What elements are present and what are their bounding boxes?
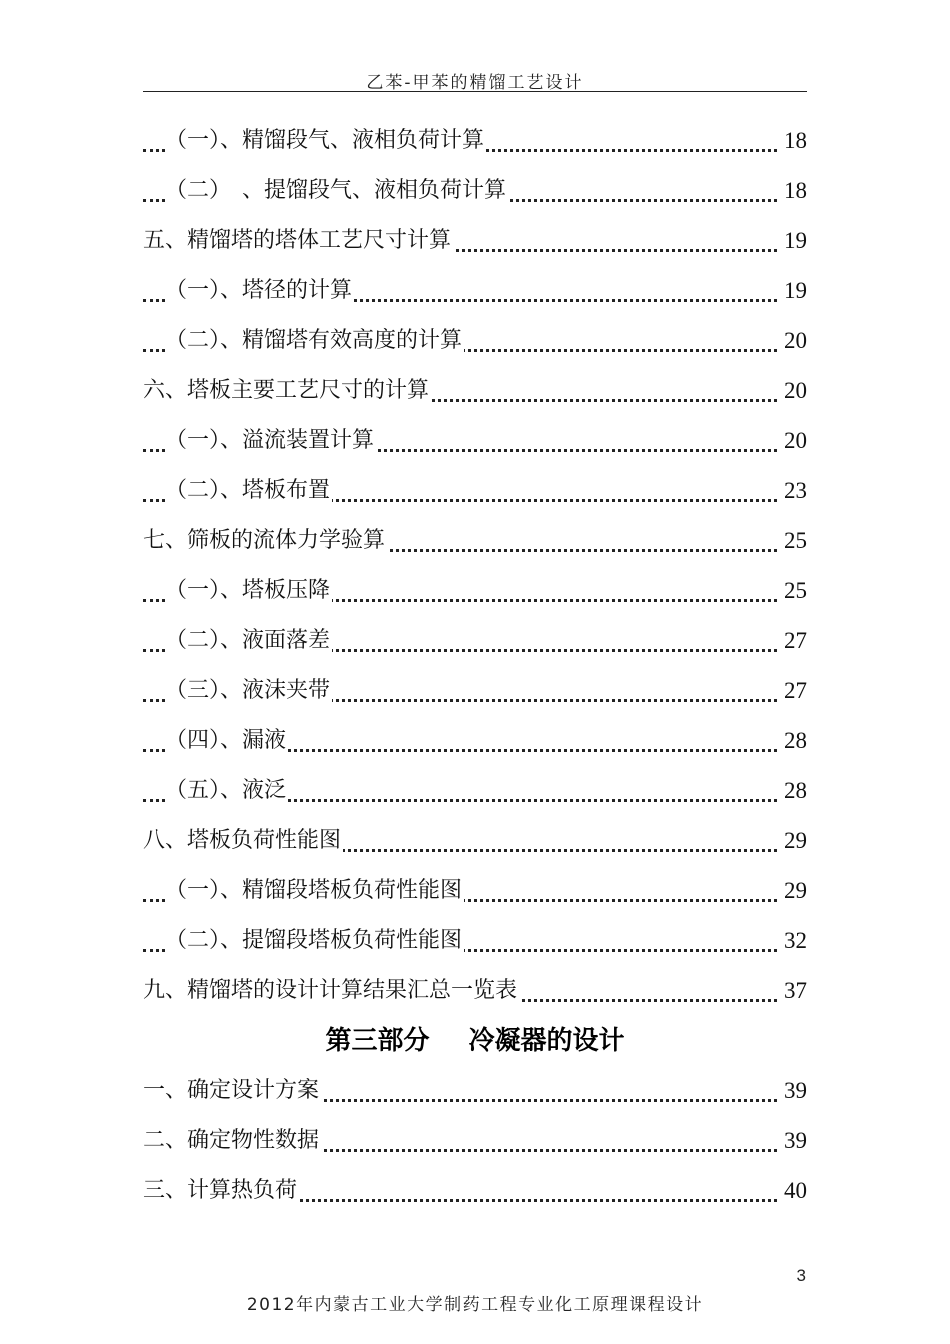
toc-entry[interactable] [143,616,807,666]
toc-entry-label: （四）、漏液 [165,728,287,753]
toc-entry[interactable] [143,316,807,366]
toc-entry-page: 27 [780,616,807,666]
toc-entry-page: 20 [780,366,807,416]
toc-entry-page: 29 [780,816,807,866]
toc-entry[interactable] [143,816,807,866]
toc-entry-page: 25 [780,566,807,616]
header-divider [143,91,807,92]
toc-entry-page: 19 [780,216,807,266]
toc-entry[interactable] [143,516,807,566]
toc-entry[interactable] [143,766,807,816]
toc-entry[interactable] [143,1116,807,1166]
toc-entry-page: 20 [780,416,807,466]
toc-entry-label: （二）、塔板布置 [165,478,331,503]
toc-entry-label: （二）、提馏段塔板负荷性能图 [165,928,463,953]
toc-entry-label: （五）、液泛 [165,778,287,803]
table-of-contents [143,116,807,1216]
toc-entry[interactable] [143,116,807,166]
toc-entry-page: 25 [780,516,807,566]
toc-entry-label: 八、塔板负荷性能图 [143,828,342,853]
toc-entry[interactable] [143,466,807,516]
toc-entry-page: 40 [780,1166,807,1216]
toc-entry-label: （二）、精馏塔有效高度的计算 [165,328,463,353]
toc-entry-label: 六、塔板主要工艺尺寸的计算 [143,378,430,403]
running-header: 乙苯-甲苯的精馏工艺设计 [366,73,584,93]
toc-entry-label: 一、确定设计方案 [143,1078,320,1103]
toc-entry[interactable] [143,866,807,916]
toc-entry-label: （一）、塔板压降 [165,578,331,603]
toc-entry[interactable] [143,916,807,966]
toc-entry-page: 29 [780,866,807,916]
toc-entry[interactable] [143,216,807,266]
toc-entry[interactable] [143,1166,807,1216]
toc-entry-label: （二）、液面落差 [165,628,331,653]
toc-entry-page: 28 [780,766,807,816]
toc-entry-page: 20 [780,316,807,366]
toc-entry-label: 七、筛板的流体力学验算 [143,528,386,553]
toc-entry[interactable] [143,1066,807,1116]
toc-entry[interactable] [143,266,807,316]
toc-entry[interactable] [143,716,807,766]
toc-entry-label: 三、计算热负荷 [143,1178,298,1203]
toc-entry-label: （一）、精馏段塔板负荷性能图 [165,878,463,903]
toc-entry-page: 19 [780,266,807,316]
toc-entry[interactable] [143,366,807,416]
toc-entry-page: 18 [780,166,807,216]
toc-entry-page: 32 [780,916,807,966]
toc-entry[interactable] [143,166,807,216]
toc-entry-label: （三）、液沫夹带 [165,678,331,703]
toc-entry-label: （一）、溢流装置计算 [165,428,375,453]
toc-entry[interactable] [143,966,807,1016]
toc-entry-page: 23 [780,466,807,516]
toc-entry-label: 五、精馏塔的塔体工艺尺寸计算 [143,228,452,253]
section-heading: 第三部分 冷凝器的设计 [325,1026,625,1056]
toc-entry-label: （二） 、提馏段气、液相负荷计算 [165,178,507,203]
toc-entry-page: 27 [780,666,807,716]
toc-entry-page: 28 [780,716,807,766]
toc-entry-label: 九、精馏塔的设计计算结果汇总一览表 [143,978,518,1003]
toc-entry[interactable] [143,666,807,716]
toc-entry-page: 37 [780,966,807,1016]
toc-entry-page: 39 [780,1116,807,1166]
toc-entry[interactable] [143,566,807,616]
toc-entry-label: 二、确定物性数据 [143,1128,320,1153]
page-footer: 2012年内蒙古工业大学制药工程专业化工原理课程设计 [246,1295,704,1315]
toc-entry-label: （一）、塔径的计算 [165,278,353,303]
page-number: 3 [796,1266,806,1285]
toc-entry-label: （一）、精馏段气、液相负荷计算 [165,128,485,153]
toc-entry-page: 39 [780,1066,807,1116]
toc-entry-page: 18 [780,116,807,166]
toc-entry[interactable] [143,416,807,466]
